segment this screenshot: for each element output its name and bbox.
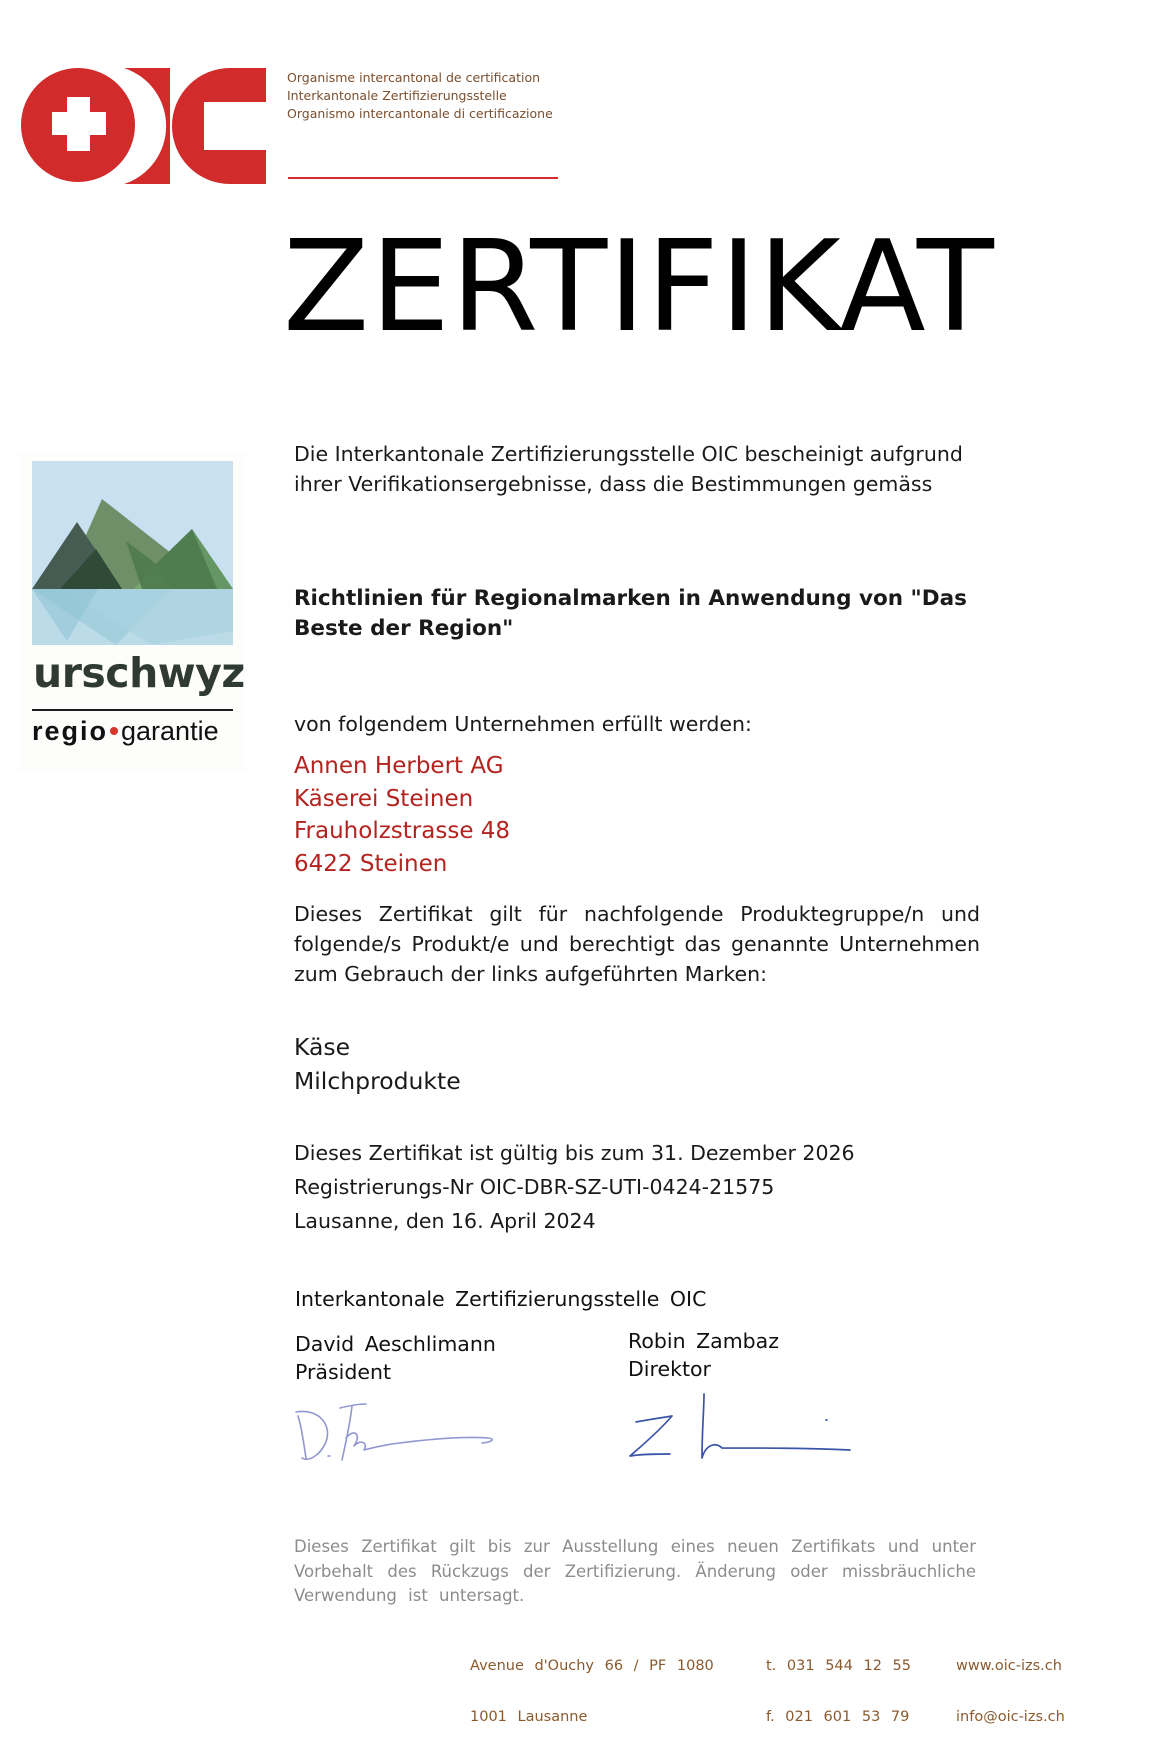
mountain-lake-icon [32, 461, 233, 645]
page-title: ZERTIFIKAT [283, 213, 995, 360]
standard-title: Richtlinien für Regionalmarken in Anwendung von "Das Beste der Region" [294, 586, 967, 641]
signer-name: Robin Zambaz [628, 1329, 779, 1353]
company-city: 6422 Steinen [294, 850, 448, 877]
signer-president [295, 1330, 496, 1386]
footer-address-line2: 1001 Lausanne [470, 1709, 588, 1725]
issuer-name-it: Organismo intercantonale di certificazione [287, 106, 553, 121]
certificate-meta [294, 1136, 980, 1238]
signing-organization: Interkantonale Zertifizierungsstelle OIC [295, 1287, 707, 1311]
company-intro: von folgendem Unternehmen erfüllt werden: [294, 712, 752, 736]
footer-web [956, 1624, 1065, 1743]
company-site: Käserei Steinen [294, 785, 474, 812]
urschwyz-logo [18, 453, 246, 771]
footer-email-link[interactable]: info@oic-izs.ch [956, 1709, 1065, 1725]
footer-phone: t. 031 544 12 55 [766, 1658, 911, 1674]
company-name: Annen Herbert AG [294, 753, 504, 779]
product-item: Käse [294, 1033, 351, 1061]
footer-fax: f. 021 601 53 79 [766, 1709, 910, 1725]
registration-number: Registrierungs-Nr OIC-DBR-SZ-UTI-0424-21575 [294, 1175, 775, 1199]
footer-contact-numbers [766, 1624, 911, 1743]
brand-sub-left: regio [32, 716, 109, 746]
footer-address [470, 1624, 714, 1743]
place-date: Lausanne, den 16. April 2024 [294, 1209, 596, 1233]
intro-text: Die Interkantonale Zertifizierungsstelle OIC bescheinigt aufgrund ihrer Verifikationsergebnisse, dass die Bestimmungen gemäss [294, 442, 963, 496]
brand-subline [32, 715, 219, 747]
signer-role: Präsident [295, 1360, 392, 1384]
brand-wordmark: urschwyz [33, 649, 245, 697]
oic-logo-icon [20, 68, 266, 184]
issuer-name-fr: Organisme intercantonal de certification [287, 70, 541, 85]
legal-disclaimer: Dieses Zertifikat gilt bis zur Ausstellung eines neuen Zertifikats und unter Vorbehalt des Rückzugs der Zertifizierung. Änderung oder missbräuchliche Verwendung ist untersagt. [294, 1537, 976, 1605]
red-dot-icon [110, 727, 118, 735]
scope-text: Dieses Zertifikat gilt für nachfolgende Produktegruppe/n und folgende/s Produkt/e und berechtigt das genannte Unternehmen zum Gebrauch der links aufgeführten Marken: [294, 902, 980, 986]
company-address [294, 750, 980, 880]
footer-address-line1: Avenue d'Ouchy 66 / PF 1080 [470, 1658, 714, 1674]
signer-director [628, 1327, 779, 1383]
product-list [294, 1030, 980, 1098]
signature-director-icon [630, 1394, 850, 1458]
product-item: Milchprodukte [294, 1067, 461, 1095]
issuer-name-de: Interkantonale Zertifizierungsstelle [287, 88, 507, 103]
signature-president-icon [292, 1398, 532, 1468]
header-divider [288, 177, 558, 179]
signer-name: David Aeschlimann [295, 1332, 496, 1356]
validity-text: Dieses Zertifikat ist gültig bis zum 31. Dezember 2026 [294, 1141, 855, 1165]
issuer-name-block [287, 69, 553, 123]
company-street: Frauholzstrasse 48 [294, 818, 511, 844]
brand-divider [32, 709, 233, 711]
signer-role: Direktor [628, 1357, 711, 1381]
brand-sub-right: garantie [121, 716, 219, 746]
footer-website-link[interactable]: www.oic-izs.ch [956, 1658, 1062, 1674]
